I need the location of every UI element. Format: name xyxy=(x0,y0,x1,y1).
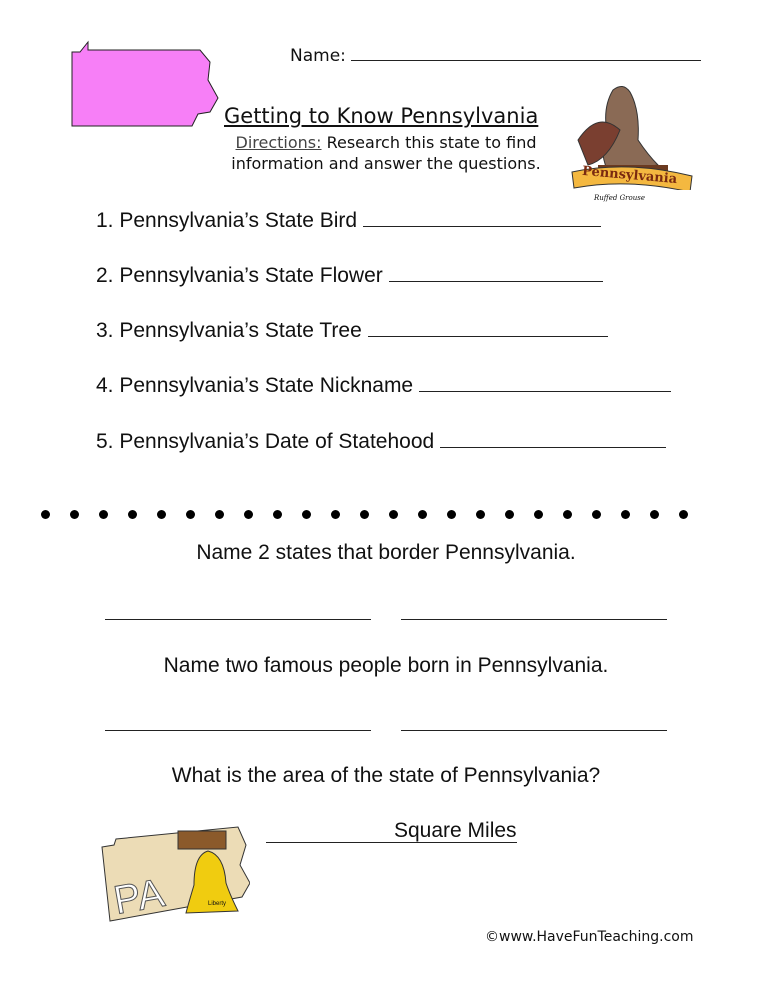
question-3[interactable]: 3. Pennsylvania’s State Tree xyxy=(96,319,608,343)
famous-person-answer-2[interactable] xyxy=(401,730,667,731)
divider-dot xyxy=(215,510,224,519)
famous-person-answer-1[interactable] xyxy=(105,730,371,731)
directions-label: Directions: xyxy=(235,133,322,152)
question-1[interactable]: 1. Pennsylvania’s State Bird xyxy=(96,209,601,233)
divider-dot xyxy=(534,510,543,519)
divider-dot xyxy=(621,510,630,519)
divider-dot xyxy=(592,510,601,519)
divider-dot xyxy=(302,510,311,519)
area-prompt: What is the area of the state of Pennsylvania? xyxy=(171,764,601,787)
bird-caption: Ruffed Grouse xyxy=(594,194,645,202)
divider-dot xyxy=(99,510,108,519)
divider-dot xyxy=(157,510,166,519)
divider-dot xyxy=(186,510,195,519)
divider-dot xyxy=(244,510,253,519)
question-5[interactable]: 5. Pennsylvania’s Date of Statehood xyxy=(96,430,666,454)
divider-dot xyxy=(273,510,282,519)
border-states-prompt: Name 2 states that border Pennsylvania. xyxy=(196,541,576,564)
divider-dot xyxy=(418,510,427,519)
divider-dot xyxy=(389,510,398,519)
divider-dot xyxy=(476,510,485,519)
divider-dot xyxy=(331,510,340,519)
ruffed-grouse-image xyxy=(568,80,698,208)
bell-text: Liberty xyxy=(208,901,227,907)
pa-liberty-bell-image xyxy=(100,825,250,935)
border-state-answer-2[interactable] xyxy=(401,619,667,620)
divider-dot xyxy=(679,510,688,519)
divider-dot xyxy=(41,510,50,519)
divider-dot xyxy=(505,510,514,519)
question-2[interactable]: 2. Pennsylvania’s State Flower xyxy=(96,264,603,288)
divider-dot xyxy=(650,510,659,519)
border-state-answer-1[interactable] xyxy=(105,619,371,620)
area-unit: Square Miles xyxy=(394,819,517,842)
divider-dot xyxy=(360,510,369,519)
divider-dot xyxy=(70,510,79,519)
bird-banner-text: Pennsylvania xyxy=(581,163,678,188)
copyright: ©www.HaveFunTeaching.com xyxy=(485,929,694,945)
divider-dot xyxy=(128,510,137,519)
divider-dot xyxy=(563,510,572,519)
question-4[interactable]: 4. Pennsylvania’s State Nickname xyxy=(96,374,671,398)
directions: Directions: Research this state to find information and answer the questions. xyxy=(231,133,541,173)
divider-dot xyxy=(447,510,456,519)
famous-people-prompt: Name two famous people born in Pennsylvania. xyxy=(163,654,609,677)
name-field[interactable] xyxy=(290,46,701,66)
page-title: Getting to Know Pennsylvania xyxy=(224,104,539,128)
area-answer[interactable] xyxy=(266,820,517,843)
name-label: Name: xyxy=(290,46,346,66)
pa-letters: PA xyxy=(110,870,168,924)
pennsylvania-map-image xyxy=(70,40,220,130)
